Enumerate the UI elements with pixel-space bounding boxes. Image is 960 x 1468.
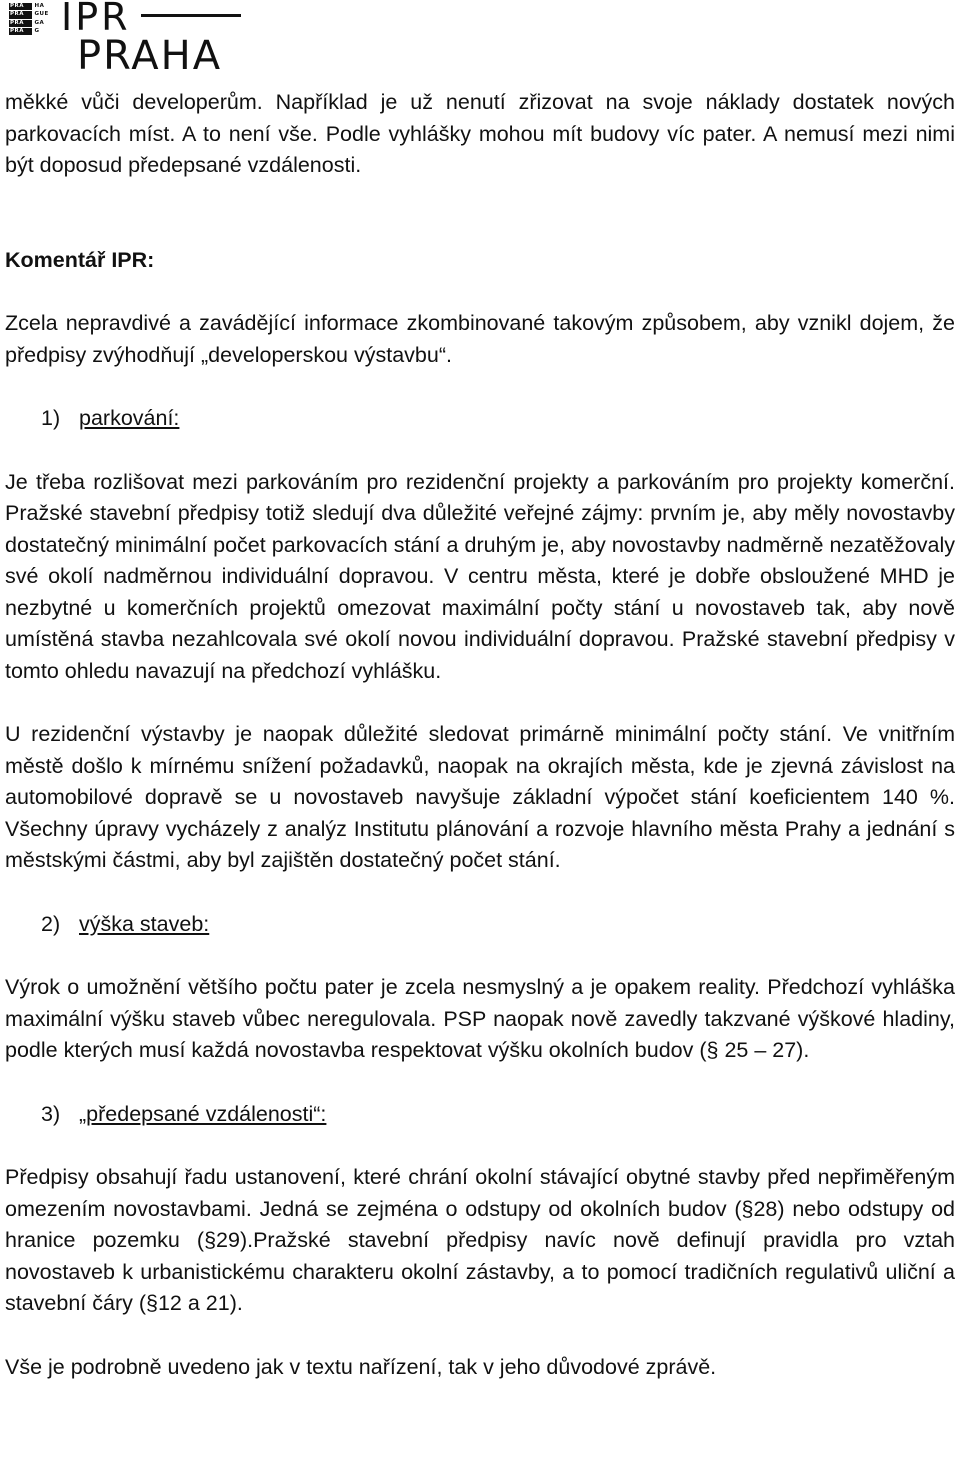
logo-grid-cell: HA [33,3,56,10]
logo-grid-cell: PRA [9,11,32,18]
comment-paragraph: Zcela nepravdivé a zavádějící informace zkombinované takovým způsobem, aby vznikl dojem, že předpisy zvýhodňují „developerskou výstavbu“. [5,311,955,367]
section-title: „předepsané vzdálenosti“: [79,1101,327,1126]
logo-rule [141,14,241,17]
ipr-praha-logo [9,0,249,83]
logo-ipr-text: IPR [61,0,131,39]
logo-grid-cell: GA [33,20,56,27]
logo-grid-cell: PRA [9,3,32,10]
logo-grid-mark [9,3,55,35]
closing-paragraph: Vše je podrobně uvedeno jak v textu nařízení, tak v jeho důvodové zprávě. [5,1354,717,1379]
logo-praha-text: PRAHA [77,33,223,79]
section-heading-height [5,909,955,941]
section-number: 3) [41,1101,61,1126]
height-paragraph: Výrok o umožnění většího počtu pater je zcela nesmyslný a je opakem reality. Předchozí vyhláška maximální výšku staveb vůbec neregulovala. PSP naopak nově zavedly takzvané výškové hladiny, podle kterých musí každá novostavba respektovat výšku okolních budov (§ 25 – 27). [5,975,955,1062]
document-body [5,87,955,1383]
distances-paragraph: Předpisy obsahují řadu ustanovení, které chrání okolní stávající obytné stavby před nepřiměřeným omezením novostavbami. Jedná se zejména o odstupy od okolních budov (§28) nebo odstupy od hranice pozemku (§29).Pražské stavební předpisy navíc nově definují pravidla pro vztah novostaveb k urbanistickému charakteru okolní zástavby, a to pomocí tradičních regulativů uliční a stavební čáry (§12 a 21). [5,1165,955,1315]
logo-grid-cell: GUE [33,11,56,18]
parking-paragraph-2: U rezidenční výstavby je naopak důležité sledovat primárně minimální počty stání. Ve vnitřním městě došlo k mírnému snížení požadavků, naopak na okrajích města, kde je zjevná závislost na automobilové dopravě se u novostaveb navyšuje základní výpočet stání koeficientem 140 %. Všechny úpravy vycházely z analýz Institutu plánování a rozvoje hlavního města Prahy a jednání s městskými částmi, aby byl zajištěn dostatečný počet stání. [5,722,955,872]
logo-grid-cell: PRA [9,28,32,35]
intro-paragraph: měkké vůči developerům. Například je už nenutí zřizovat na svoje náklady dostatek nových parkovacích míst. A to není vše. Podle vyhlášky mohou mít budovy víc pater. A nemusí mezi nimi být doposud předepsané vzdálenosti. [5,90,955,177]
section-heading-distances [5,1099,955,1131]
parking-paragraph-1: Je třeba rozlišovat mezi parkováním pro rezidenční projekty a parkováním pro projekty komerční. Pražské stavební předpisy totiž sledují dva důležité veřejné zájmy: prvním je, aby měly novostavby dostatečný minimální počet parkovacích stání a druhým je, aby novostavby nadměrně nezatěžovaly své okolí nadměrnou individuální dopravou. V centru města, které je dobře obsloužené MHD je nezbytné u komerčních projektů omezovat maximální počty stání u novostaveb tak, aby nově umístěná stavba nezahlcovala své okolí novou individuální dopravou. Pražské stavební předpisy v tomto ohledu navazují na předchozí vyhlášku. [5,469,955,683]
comment-heading: Komentář IPR: [5,247,155,272]
logo-grid-cell: G [33,28,56,35]
section-number: 1) [41,406,61,430]
logo-grid-cell: PRA [9,20,32,27]
section-title: parkování: [79,406,180,430]
section-heading-parking [5,403,955,435]
section-title: výška staveb: [79,911,210,936]
section-number: 2) [41,911,61,936]
